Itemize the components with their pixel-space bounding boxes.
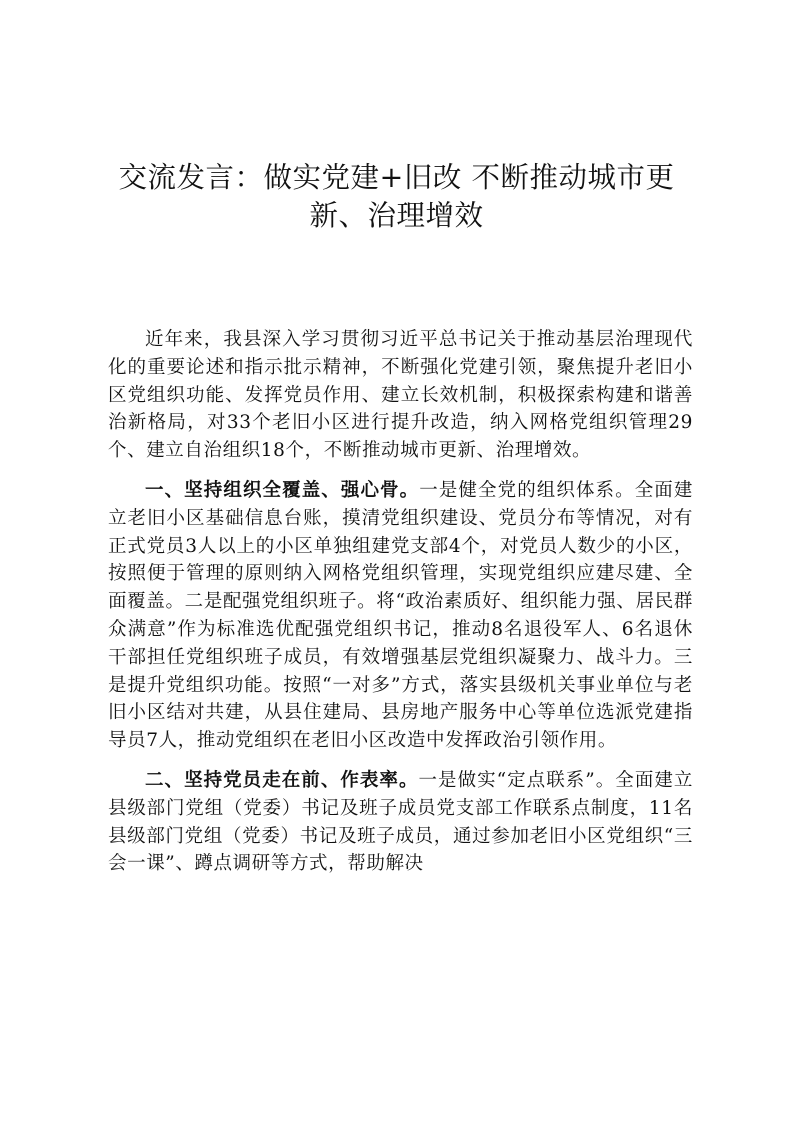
paragraph-intro	[108, 326, 693, 465]
section-heading: 一、坚持组织全覆盖、强心骨。	[145, 479, 420, 501]
document-body	[108, 326, 693, 878]
paragraph-section-1	[108, 477, 693, 755]
title-line-2: 新、治理增效	[309, 199, 484, 233]
paragraph-text: 近年来，我县深入学习贯彻习近平总书记关于推动基层治理现代化的重要论述和指示批示精神，不断强化党建引领，聚焦提升老旧小区党组织功能、发挥党员作用、建立长效机制，积极探索构建和谐善治新格局，对33个老旧小区进行提升改造，纳入网格党组织管理29个、建立自治组织18个，不断推动城市更新、治理增效。	[108, 329, 693, 462]
paragraph-text: 一是做实“定点联系”。全面建立县级部门党组（党委）书记及班子成员党支部工作联系点制度，11名县级部门党组（党委）书记及班子成员，通过参加老旧小区党组织“三会一课”、蹲点调研等方式，帮助解决	[108, 769, 694, 875]
document-title	[100, 159, 693, 235]
title-line-1: 交流发言：做实党建+旧改 不断推动城市更	[118, 161, 675, 195]
section-heading: 二、坚持党员走在前、作表率。	[145, 769, 419, 791]
paragraph-section-2	[108, 767, 693, 878]
paragraph-text: 一是健全党的组织体系。全面建立老旧小区基础信息台账，摸清党组织建设、党员分布等情况，对有正式党员3人以上的小区单独组建党支部4个，对党员人数少的小区，按照便于管理的原则纳入网格党组织管理，实现党组织应建尽建、全面覆盖。二是配强党组织班子。将“政治素质好、组织能力强、居民群众满意”作为标准选优配强党组织书记，推动8名退役军人、6名退休干部担任党组织班子成员，有效增强基层党组织凝聚力、战斗力。三是提升党组织功能。按照“一对多”方式，落实县级机关事业单位与老旧小区结对共建，从县住建局、县房地产服务中心等单位选派党建指导员7人，推动党组织在老旧小区改造中发挥政治引领作用。	[108, 479, 694, 752]
